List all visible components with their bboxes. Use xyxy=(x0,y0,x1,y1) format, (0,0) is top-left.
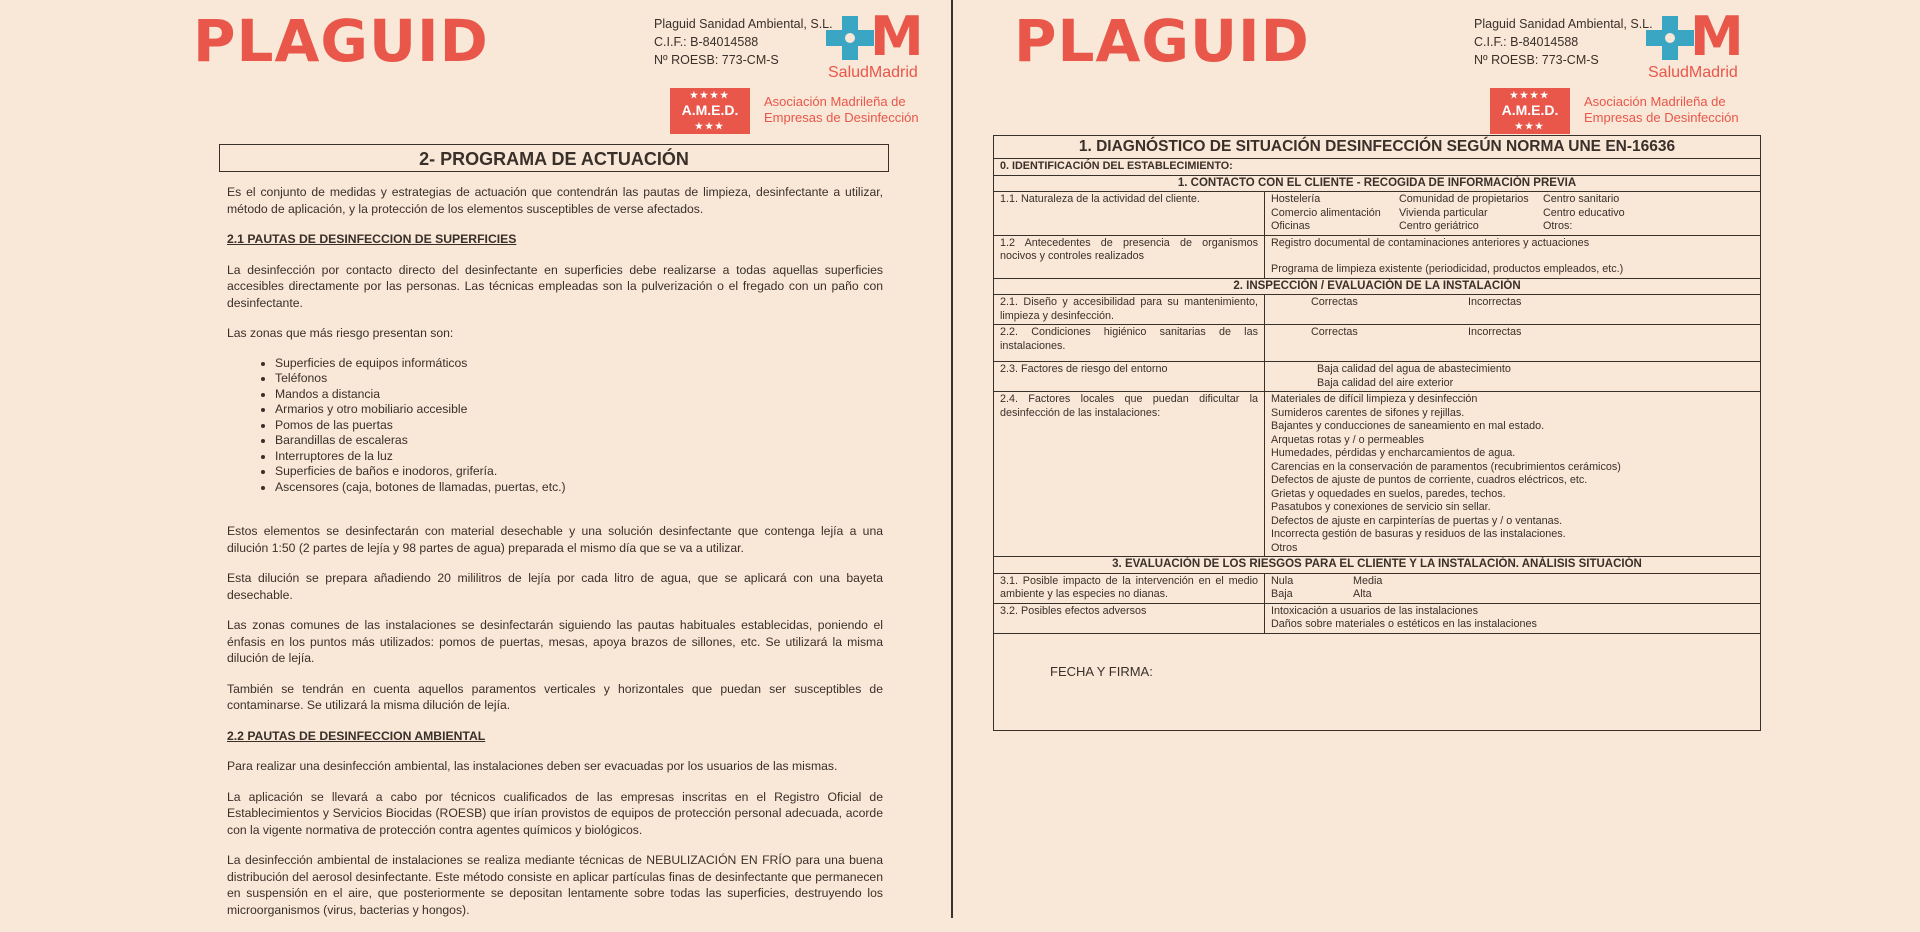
list-item: Materiales de difícil limpieza y desinfección xyxy=(1271,393,1478,405)
section-title: 2- PROGRAMA DE ACTUACIÓN xyxy=(219,144,889,172)
list-item: • Teléfonos xyxy=(275,371,883,387)
option: Daños sobre materiales o estéticos en las instalaciones xyxy=(1271,618,1537,630)
table-row xyxy=(994,392,1761,557)
table-row xyxy=(994,325,1761,362)
row-options xyxy=(1265,362,1761,392)
salud-madrid-logo xyxy=(1644,5,1748,84)
amed-badge xyxy=(670,88,750,134)
option: Centro sanitario xyxy=(1543,193,1620,205)
option: Correctas xyxy=(1311,296,1358,308)
amed-abbr: A.M.E.D. xyxy=(1501,102,1559,118)
paragraph: Es el conjunto de medidas y estrategias de actuación que contendrán las pautas de limpieza, desinfectante a utilizar, método de aplicación, y la protección de los elementos susceptibles de verse afectados. xyxy=(227,185,883,216)
option: Baja calidad del agua de abastecimiento xyxy=(1317,363,1511,375)
list-item: Otros xyxy=(1271,541,1298,554)
salud-label: SaludMadrid xyxy=(828,64,918,81)
signature-area xyxy=(994,633,1761,730)
paragraph: La aplicación se llevará a cabo por técnicos cualificados de las empresas inscritas en el Registro Oficial de Establecimientos y Servicios Biocidas (ROESB) que irían provistos de equipos de protección personal adecuada, acorde con la vigente normativa de protección contra agentes químicos y biológicos. xyxy=(227,789,883,837)
salud-label: SaludMadrid xyxy=(1648,64,1738,81)
diagnosis-title: 1. DIAGNÓSTICO DE SITUACIÓN DESINFECCIÓN SEGÚN NORMA UNE EN-16636 xyxy=(994,136,1761,159)
option: Centro geriátrico xyxy=(1399,220,1479,232)
paragraph: Estos elementos se desinfectarán con material desechable y una solución desinfectante que contenga lejía a una dilución 1:50 (2 partes de lejía y 98 partes de agua) preparada el mismo día que se va a utilizar. xyxy=(227,524,883,555)
row-label: 2.2. Condiciones higiénico sanitarias de las instalaciones. xyxy=(994,325,1265,362)
option: Baja calidad del aire exterior xyxy=(1317,376,1454,389)
list-item: Humedades, pérdidas y encharcamientos de agua. xyxy=(1271,447,1516,459)
list-item: • Armarios y otro mobiliario accesible xyxy=(275,402,883,418)
diagnosis-table xyxy=(993,135,1761,731)
left-page xyxy=(0,0,951,918)
table-row xyxy=(994,192,1761,236)
row-label: 2.3. Factores de riesgo del entorno xyxy=(994,362,1265,392)
page-divider xyxy=(951,0,953,918)
company-name: Plaguid Sanidad Ambiental, S.L. xyxy=(1474,17,1653,31)
stars-icon: ★★★ xyxy=(1514,121,1546,131)
list-item: Sumideros carentes de sifones y rejillas. xyxy=(1271,406,1465,419)
list-item: Carencias en la conservación de paramentos (recubrimientos cerámicos) xyxy=(1271,460,1621,473)
list-item: Grietas y oquedades en suelos, paredes, techos. xyxy=(1271,487,1506,500)
row-options xyxy=(1265,295,1761,325)
option: Alta xyxy=(1353,588,1372,600)
section-3: 3. EVALUACIÓN DE LOS RIESGOS PARA EL CLIENTE Y LA INSTALACIÓN. ANÁLISIS SITUACIÓN xyxy=(994,557,1761,574)
stars-icon: ★★★★ xyxy=(689,90,731,100)
company-cif: C.I.F.: B-84014588 xyxy=(1474,35,1579,49)
option: Programa de limpieza existente (periodicidad, productos empleados, etc.) xyxy=(1271,263,1624,275)
row-options xyxy=(1265,235,1761,278)
list-item: • Superficies de equipos informáticos xyxy=(275,356,883,372)
stars-icon: ★★★ xyxy=(694,121,726,131)
risk-zones-list xyxy=(227,356,883,496)
list-item: Defectos de ajuste en carpinterías de puertas y / o ventanas. xyxy=(1271,514,1563,527)
option: Incorrectas xyxy=(1468,296,1522,308)
salud-cross-icon xyxy=(1646,16,1694,60)
row-options xyxy=(1265,325,1761,362)
paragraph: También se tendrán en cuenta aquellos paramentos verticales y horizontales que puedan ser susceptibles de contaminarse. Se utilizará la misma dilución de lejía. xyxy=(227,681,883,712)
amed-line-1: Asociación Madrileña de xyxy=(1584,94,1726,109)
amed-line-2: Empresas de Desinfección xyxy=(1584,110,1739,125)
row-label: 2.4. Factores locales que puedan dificultar la desinfección de las instalaciones: xyxy=(994,392,1265,557)
list-item: • Ascensores (caja, botones de llamadas, puertas, etc.) xyxy=(275,480,883,496)
option: Centro educativo xyxy=(1543,206,1625,219)
salud-cross-icon xyxy=(826,16,874,60)
company-roesb: Nº ROESB: 773-CM-S xyxy=(654,53,779,67)
subheading-2-1: 2.1 PAUTAS DE DESINFECCION DE SUPERFICIES xyxy=(227,232,517,246)
row-label: 2.1. Diseño y accesibilidad para su mantenimiento, limpieza y desinfección. xyxy=(994,295,1265,325)
amed-text xyxy=(764,94,919,126)
option: Vivienda particular xyxy=(1399,206,1488,219)
option: Hostelería xyxy=(1271,193,1321,205)
list-item: • Interruptores de la luz xyxy=(275,449,883,465)
list-item: Bajantes y conducciones de saneamiento en mal estado. xyxy=(1271,420,1545,432)
option: Registro documental de contaminaciones anteriores y actuaciones xyxy=(1271,236,1590,249)
paragraph: La desinfección por contacto directo del desinfectante en superficies debe realizarse a todas aquellas superficies accesibles directamente por las personas. Las técnicas empleadas son la pulverización o el fregado con un paño con desinfectante. xyxy=(227,262,883,310)
option: Correctas xyxy=(1311,326,1358,338)
salud-m-letter: M xyxy=(870,5,924,68)
paragraph: Esta dilución se prepara añadiendo 20 mililitros de lejía por cada litro de agua, que se aplicará con una bayeta desechable. xyxy=(227,571,883,602)
row-label: 3.2. Posibles efectos adversos xyxy=(994,603,1265,633)
salud-m-letter: M xyxy=(1690,5,1744,68)
activity-options xyxy=(1265,192,1761,236)
company-cif: C.I.F.: B-84014588 xyxy=(654,35,759,49)
local-factors-list xyxy=(1265,392,1761,557)
option: Intoxicación a usuarios de las instalaciones xyxy=(1271,604,1479,617)
option: Nula xyxy=(1271,574,1294,587)
table-row xyxy=(994,362,1761,392)
section-0: 0. IDENTIFICACIÓN DEL ESTABLECIMIENTO: xyxy=(994,159,1761,176)
amed-abbr: A.M.E.D. xyxy=(681,102,739,118)
paragraph: Las zonas que más riesgo presentan son: xyxy=(227,326,454,340)
company-info xyxy=(654,15,833,69)
company-info xyxy=(1474,15,1653,69)
list-item: • Superficies de baños e inodoros, grifería. xyxy=(275,464,883,480)
row-label: 3.1. Posible impacto de la intervención en el medio ambiente y las especies no dianas. xyxy=(994,573,1265,603)
stars-icon: ★★★★ xyxy=(1509,90,1551,100)
salud-madrid-logo xyxy=(824,5,928,84)
amed-badge xyxy=(1490,88,1570,134)
option: Incorrectas xyxy=(1468,326,1522,338)
date-signature-label: FECHA Y FIRMA: xyxy=(1050,663,1153,679)
section-2: 2. INSPECCIÓN / EVALUACIÓN DE LA INSTALACIÓN xyxy=(994,278,1761,295)
paragraph: Las zonas comunes de las instalaciones se desinfectarán siguiendo las pautas habituales establecidas, poniendo el énfasis en los puntos más utilizados: pomos de puertas, mesas, apoya brazos de sillones, etc. Se utilizará la misma dilución de lejía. xyxy=(227,618,883,665)
amed-line-2: Empresas de Desinfección xyxy=(764,110,919,125)
amed-line-1: Asociación Madrileña de xyxy=(764,94,906,109)
option: Oficinas xyxy=(1271,220,1311,232)
list-item: Arquetas rotas y / o permeables xyxy=(1271,433,1425,446)
company-roesb: Nº ROESB: 773-CM-S xyxy=(1474,53,1599,67)
table-row xyxy=(994,235,1761,278)
list-item: Pasatubos y conexiones de servicio sin sellar. xyxy=(1271,501,1491,513)
list-item: Defectos de ajuste de puntos de corriente, cuadros eléctricos, etc. xyxy=(1271,474,1588,486)
table-row xyxy=(994,573,1761,603)
table-row xyxy=(994,603,1761,633)
left-body xyxy=(227,184,883,932)
plaguid-logo: PLAGUID xyxy=(193,7,489,75)
company-name: Plaguid Sanidad Ambiental, S.L. xyxy=(654,17,833,31)
option: Otros: xyxy=(1543,220,1573,232)
row-label: 1.2 Antecedentes de presencia de organismos nocivos y controles realizados xyxy=(994,235,1265,278)
row-options xyxy=(1265,603,1761,633)
list-item: • Pomos de las puertas xyxy=(275,418,883,434)
paragraph: Para realizar una desinfección ambiental, las instalaciones deben ser evacuadas por los usuarios de las mismas. xyxy=(227,759,838,773)
list-item: • Barandillas de escaleras xyxy=(275,433,883,449)
row-options xyxy=(1265,573,1761,603)
amed-text xyxy=(1584,94,1739,126)
subheading-2-2: 2.2 PAUTAS DE DESINFECCION AMBIENTAL xyxy=(227,728,486,743)
table-row xyxy=(994,295,1761,325)
paragraph: La desinfección ambiental de instalaciones se realiza mediante técnicas de NEBULIZACIÓN EN FRÍO para una buena distribución del aerosol desinfectante. Este método consiste en aplicar partículas finas de desinfectante que permanecen en suspensión en el aire, que posteriormente se depositan lentamente sobre todas las superficies, destruyendo los microorganismos (virus, bacterias y hongos). xyxy=(227,853,883,917)
list-item: • Mandos a distancia xyxy=(275,387,883,403)
section-1: 1. CONTACTO CON EL CLIENTE - RECOGIDA DE INFORMACIÓN PREVIA xyxy=(994,175,1761,192)
option: Comunidad de propietarios xyxy=(1399,193,1529,205)
list-item: Incorrecta gestión de basuras y residuos de las instalaciones. xyxy=(1271,528,1566,540)
plaguid-logo: PLAGUID xyxy=(1014,7,1310,75)
option: Comercio alimentación xyxy=(1271,206,1381,219)
option: Media xyxy=(1353,574,1383,587)
option: Baja xyxy=(1271,588,1293,600)
row-label: 1.1. Naturaleza de la actividad del cliente. xyxy=(994,192,1265,236)
